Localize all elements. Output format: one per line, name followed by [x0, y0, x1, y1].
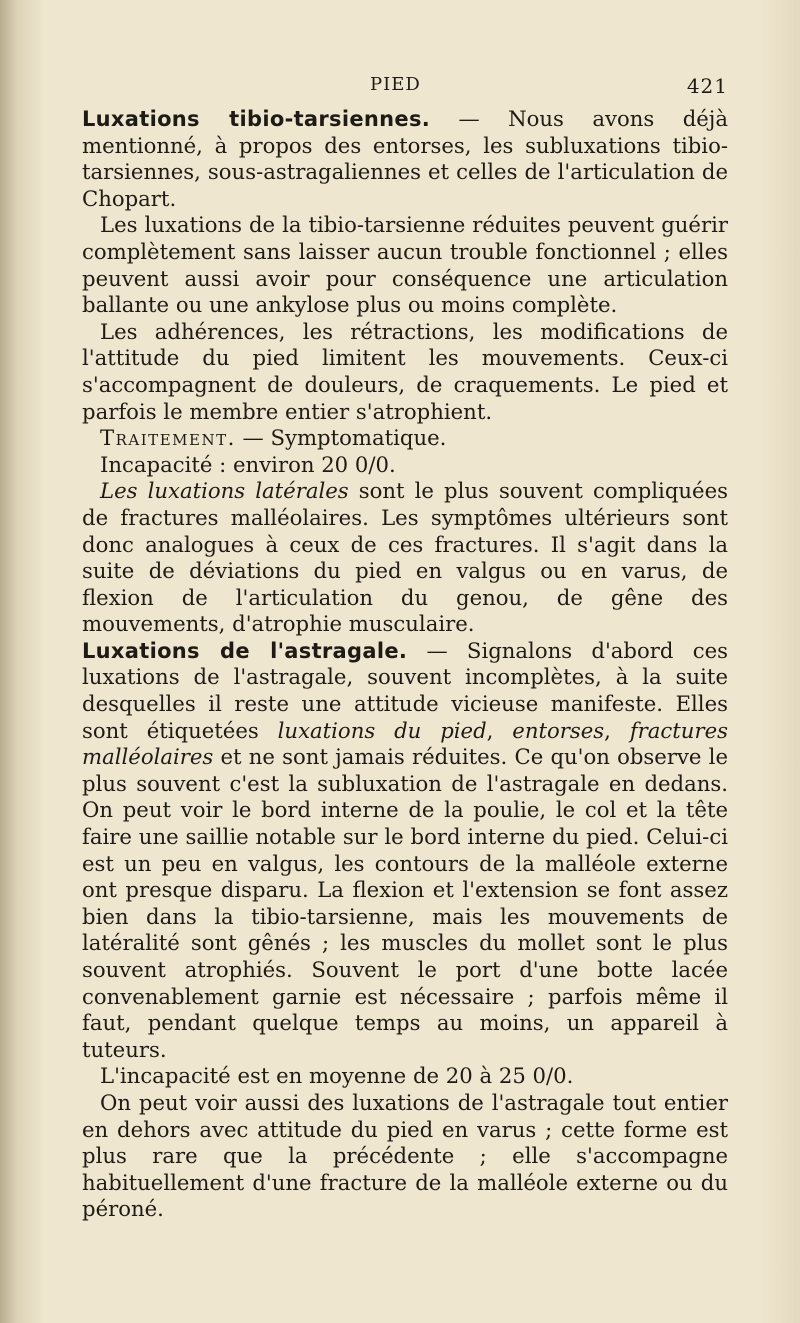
paragraph-reduites: Les luxations de la tibio-tarsienne réduites peuvent guérir complètement sans laisser aucun trouble fonctionnel ; elles peuvent aussi avoir pour conséquence une articulation ballante ou une ankylose plus ou moins complète. [82, 212, 728, 318]
page-number: 421 [686, 74, 728, 98]
astragale-text-a: — Signalons d'abord ces luxations de l'astragale, souvent incomplètes, à la suite desquelles il reste une attitude vicieuse manifeste. Elles sont étiquetées [82, 637, 728, 743]
traitement-text: — Symptomatique. [235, 425, 447, 451]
paragraph-tibio-tarsiennes [82, 106, 728, 212]
page-body [82, 106, 728, 1223]
paragraph-incapacite-1: Incapacité : environ 20 0/0. [100, 451, 396, 477]
laterales-text: sont le plus souvent compliquées de fractures malléolaires. Les symptômes ultérieurs sont donc analogues à ceux de ces fractures. Il s'agit dans la suite de déviations du pied en valgus ou en varus, de flexion de l'articulation du genou, de gêne des mouvements, d'atrophie musculaire. [82, 478, 728, 637]
paragraph-traitement [82, 425, 728, 452]
astragale-italic-1: luxations du pied [277, 717, 487, 743]
section-heading-astragale: Luxations de l'astragale. [82, 638, 408, 663]
separator: , [604, 717, 630, 743]
paragraph-text: — Nous avons déjà mentionné, à propos des entorses, les subluxations tibio-tarsiennes, sous-astragaliennes et celles de l'articulation de Chopart. [82, 106, 729, 211]
laterales-italic: Les luxations latérales [100, 478, 349, 504]
book-page [82, 70, 728, 1223]
paragraph-adherences: Les adhérences, les rétractions, les modifications de l'attitude du pied limitent les mouvements. Ceux-ci s'accompagnent de douleurs, de craquements. Le pied et parfois le membre entier s'atrophient. [82, 318, 728, 424]
paragraph-incapacite-2: L'incapacité est en moyenne de 20 à 25 0/0. [100, 1063, 574, 1089]
astragale-text-b: et ne sont jamais réduites. Ce qu'on observe le plus souvent c'est la subluxation de l'astragale en dedans. On peut voir le bord interne de la poulie, le col et la tête faire une saillie notable sur le bord interne du pied. Celui-ci est un peu en valgus, les contours de la malléole externe ont presque disparu. La flexion et l'extension se font assez bien dans la tibio-tarsienne, mais les mouvements de latéralité sont gênés ; les muscles du mollet sont le plus souvent atrophiés. Souvent le port d'une botte lacée convenablement garnie est nécessaire ; parfois même il faut, pendant quelque temps au moins, un appareil à tuteurs. [82, 744, 728, 1062]
paragraph-astragale [82, 638, 728, 1064]
page-header [82, 70, 728, 106]
traitement-label: Traitement. [100, 425, 236, 451]
paragraph-luxation-en-dehors: On peut voir aussi des luxations de l'astragale tout entier en dehors avec attitude du pied en varus ; cette forme est plus rare que la précédente ; elle s'accompagne habituellement d'une fracture de la malléole externe ou du péroné. [82, 1089, 728, 1222]
astragale-italic-2: entorses [512, 717, 605, 743]
running-title: PIED [370, 74, 421, 95]
paragraph-laterales [82, 478, 728, 638]
separator: , [486, 717, 513, 743]
section-heading-tibio-tarsiennes: Luxations tibio-tarsiennes. [82, 107, 431, 131]
astragale-italic-3: fractures malléolaires [82, 717, 728, 770]
